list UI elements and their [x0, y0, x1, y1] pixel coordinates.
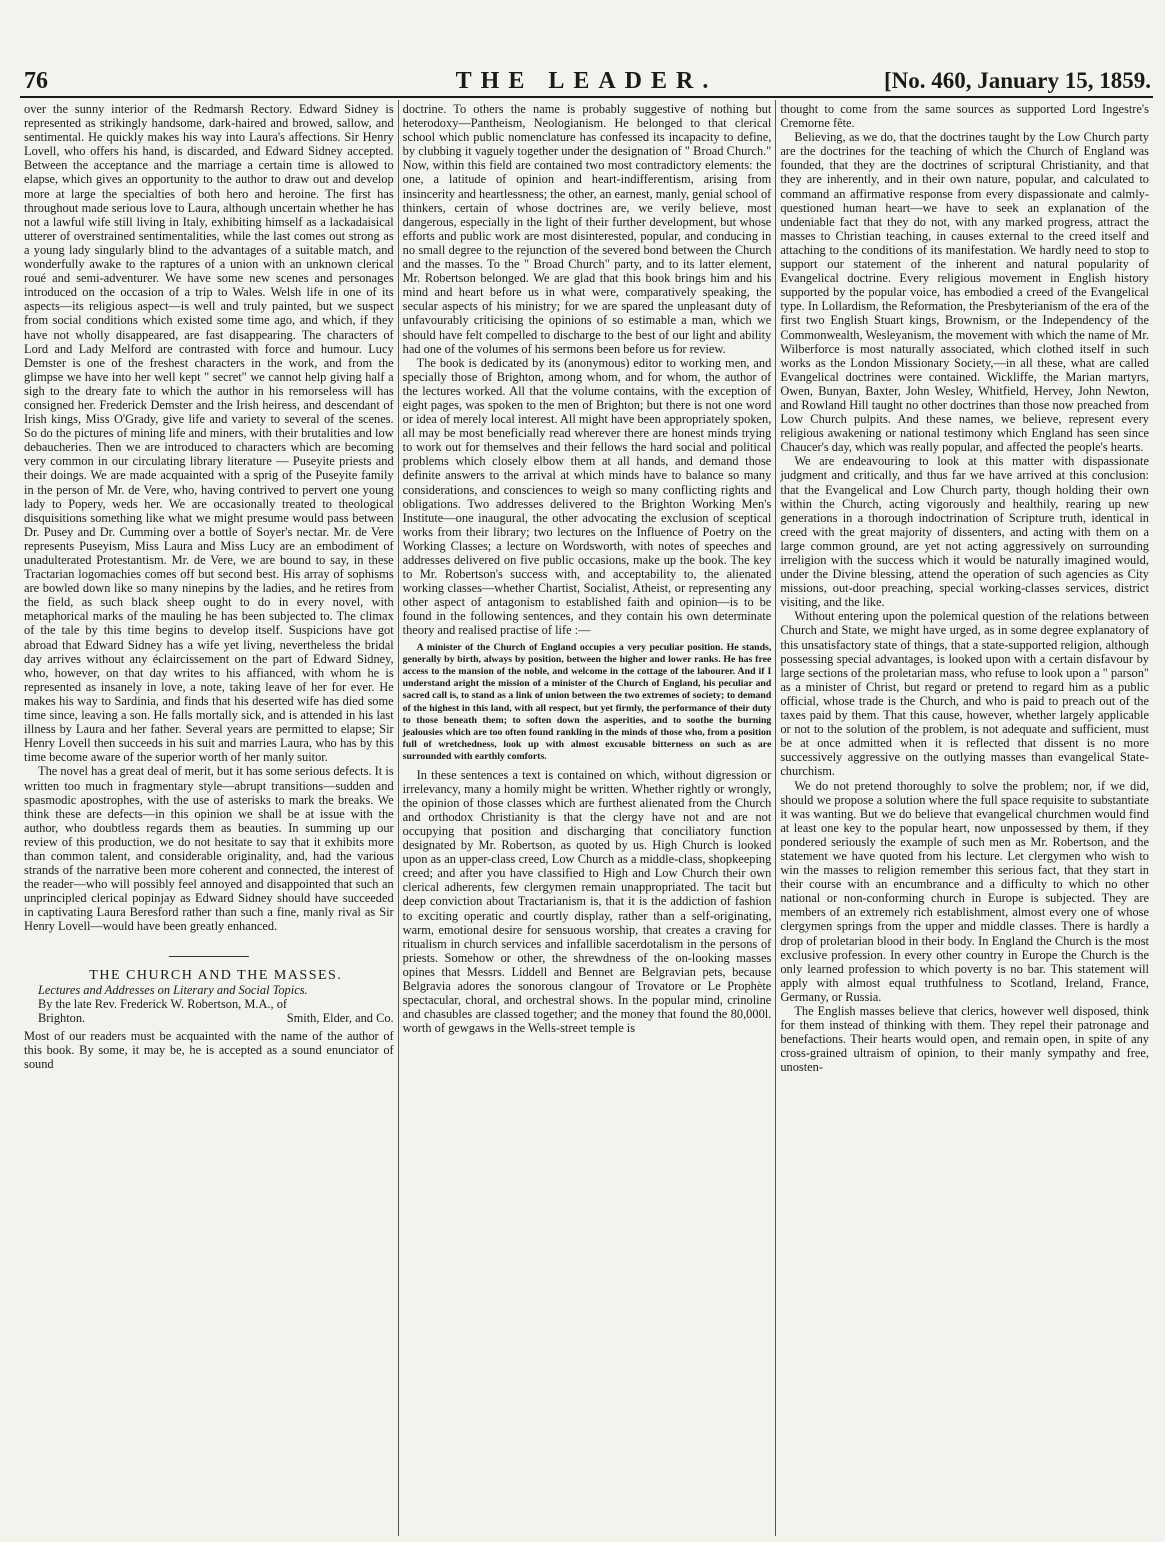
- article-columns: [20, 100, 1153, 1536]
- article-paragraph-4: In these sentences a text is contained on which, without digression or irrelevancy, many a homily might be written. Whether rightly or wrongly, the opinion of those classes which are furthest alienated from the Church and orthodox Christianity is that the clergy have not and are not occupying that position and discharging that conciliatory function designated by Mr. Robertson, as quoted by us. High Church is looked upon as an upper-class creed, Low Church as a middle-class, shopkeeping creed; and after you have classified to High and Low Church their own clerical adherents, few clergymen remain unappropriated. The tacit but deep conviction about Tractarianism is, that it is the addiction of fashion to exciting operatic and courtly display, rather than a self-originating, warm, emotional desire for sensuous worship, that creates a craving for ritualism in church services and infallible sacerdotalism in the persons of priests. Somehow or other, the shrewdness of the on-looking masses opines that Messrs. Liddell and Bennet are Belgravian pets, because Belgravia adores the sonorous clangour of Trovatore or Le Prophète spectacular, choral, and orchestral shows. In the popular mind, crinoline and chasubles are classed together; and the money that found the 80,000l. worth of gewgaws in the Wells-street temple is: [402, 767, 772, 1036]
- book-publisher: Smith, Elder, and Co.: [286, 1010, 394, 1025]
- column-3: [775, 100, 1153, 1536]
- issue-date: [No. 460, January 15, 1859.: [883, 68, 1151, 93]
- article-paragraph-6: Believing, as we do, that the doctrines taught by the Low Church party are the doctrines for the teaching of which the Church of England was founded, that they are the doctrines of scriptural Christianity, and that they are inherently, and in their own nature, popular, and calculated to command an affirmative response from every dispassionate and calmly-questioned human heart—we have to seek an explanation of the undeniable fact that they do not, with any marked progress, attract the masses to Christian teaching, in causes external to the creed itself and attaching to the conditions of its manifestation. We hardly need to stop to support our statement of the inherent and natural popularity of Evangelical doctrine. Every religious movement in English history supported by the popular voice, has embodied a creed of the Evangelical type. In Lollardism, the Reformation, the Presbyterianism of the era of the first two English Stuart kings, Brownism, or the Independency of the Commonwealth, Wesleyanism, the movement with which the name of Mr. Wilberforce is most naturally associated, which clothed itself in such works as the London Missionary Society,—in all these, what are called Evangelical doctrines were contained. Wickliffe, the Marian martyrs, Owen, Bunyan, Baxter, John Wesley, Whitfield, Hervey, John Newton, and Rowland Hill taught no other doctrines than those now preached from Low Church pulpits. And these names, we believe, represent every religious awakening or national testimony which England has seen since Chaucer's day, which was really popular, and affected the people's hearts.: [780, 130, 1149, 455]
- review-paragraph-1: over the sunny interior of the Redmarsh Rectory. Edward Sidney is represented as strikingly handsome, dark-haired and browed, sallow, and sentimental. He quickly makes his way into Laura's affections. Sir Henry Lovell, who offers his hand, is discarded, and Edward Sidney accepted. Between the acceptance and the marriage a certain time is allowed to elapse, which gives an opportunity to the author to draw out and develop more at large the specialties of both hero and heroine. The first has throughout made serious love to Laura, although uncertain whether he has not a lawful wife still living in Italy, exhibiting himself as a lackadaisical utterer of overstrained sentimentalities, while the last comes out strong as a young lady singularly blind to the advantages of a suitable match, and wonderfully awake to the raptures of a union with an unknown clerical roué and semi-adventurer. We have some new scenes and personages introduced on the occasion of a trip to Wales. Welsh life in one of its aspects—its religious aspect—is well and truly painted, but we suspect from social conditions which existed some time ago, and which, if they have not wholly disappeared, are fast disappearing. The characters of Lord and Lady Melford are contrasted with force and humour. Lucy Demster is one of the freshest characters in the work, and from the glimpse we have into her well kept " secret" we cannot help giving half a sigh to the dreary fate to which the author in his remorseless will has consigned her. Frederick Demster and the Irish heiress, and descendant of Irish kings, Miss O'Grady, give life and variety to several of the scenes. So do the pictures of mining life and miners, with their brutalities and low debaucheries. Then we are introduced to characters which are becoming very common in our circulating library literature — Puseyite priests and their doings. We are made acquainted with a sprig of the Puseyite family in the person of Mr. de Vere, who, having contrived to pervert one young lady to Popery, weds her. We are occasionally treated to theological disquisitions something like what we might presume would pass between Dr. Pusey and Dr. Cumming over a bottle of Soyer's nectar. Mr. de Vere represents Puseyism, Miss Laura and Miss Lucy are an embodiment of unadulterated Protestantism. Mr. de Vere, we are bound to say, in these Tractarian logomachies comes off but second best. His array of sophisms are bowled down like so many ninepins by the ladies, and he retires from the field, as such black sheep ought to do in every novel, with metaphorical marks of the mauling he has been subjected to. The climax of the tale by this time begins to develop itself. Suspicions have got abroad that Edward Sidney has a wife yet living, nevertheless the bridal day arrives without any éclaircissement on the part of Edward Sidney, who, however, on that day writes to his affianced, with whom he is represented as insanely in love, a note, taking leave of her for ever. He makes his way to Sardinia, and finds that his deserted wife has died some time since, leaving a son. He falls mortally sick, and is attended in his last illness by Laura and her father. Several years are permitted to elapse; Sir Henry Lovell then succeeds in his suit and marries Laura, who has by this time become aware of the superior worth of her manly suitor.: [24, 102, 394, 765]
- section-divider: [169, 956, 249, 957]
- article-paragraph-5: thought to come from the same sources as supported Lord Ingestre's Cremorne fête.: [780, 102, 1149, 131]
- page-number: 76: [24, 68, 48, 94]
- article-paragraph-9: We do not pretend thoroughly to solve the problem; nor, if we did, should we propose a solution where the full space requisite to substantiate it was wanting. But we do believe that evangelical churchmen would find at least one key to the popular heart, now unpossessed by them, if they pondered seriously the example of such men as Mr. Robertson, and the statement we have quoted from his lecture. Let clergymen who wish to win the masses to religion remember this serious fact, that they start in their course with an encumbrance and a difficulty to which no other national or non-conforming church in Europe is subjected. They are members of an extremely rich establishment, almost every one of whose clergymen springs from the upper and middle classes. There is hardly a drop of proletarian blood in their body. In England the Church is the most exclusive profession. In every other country in Europe the Church is the only learned profession to which poverty is no bar. This statement will apply with almost equal truthfulness to Scotland, Ireland, France, Germany, or Russia.: [780, 778, 1149, 1004]
- review-paragraph-2: The novel has a great deal of merit, but it has some serious defects. It is written too much in fragmentary style—abrupt transitions—sudden and spasmodic apostrophes, with the use of asterisks to mark the breaks. We think these are defects—in this opinion we shall be at issue with the author, who doubtless regards them as beauties. In summing up our review of this production, we do not hesitate to say that it exhibits more than common talent, and considerable originality, and, had the various strands of the narrative been more coherent and connected, the interest of the reader—who will possibly feel annoyed and disappointed that such an unprincipled clerical popinjay as Edward Sidney should have succeeded in captivating Laura Beresford rather than such a fine, manly rival as Sir Henry Lovell—would have been greatly enhanced.: [24, 764, 394, 934]
- article-paragraph-10: The English masses believe that clerics, however well disposed, think for them instead of thinking with them. They repel their patronage and benefactions. Their hearts would open, and remain open, in spite of any cross-grained ultraism of opinion, to their manly sympathy and free, unosten-: [780, 1004, 1149, 1075]
- book-title: Lectures and Addresses on Literary and Social Topics.: [38, 982, 308, 997]
- column-1: [20, 100, 398, 1536]
- article-paragraph-3: The book is dedicated by its (anonymous) editor to working men, and specially those of Brighton, among whom, and for whom, the author of the lectures worked. All that the volume contains, with the exception of eight pages, was spoken to the men of Brighton; but there is not one word or idea of merely local interest. All might have been appropriately spoken, all may be most beneficially read wherever there are honest minds trying to work out for themselves and their fellows the hard social and political problems which closely elbow them at all hands, and demand those definite answers to the arrival at which minds have to balance so many considerations, and consciences to weigh so many conflicting rights and obligations. Two addresses delivered to the Brighton Working Men's Institute—one inaugural, the other advocating the exclusion of sceptical works from their library; two lectures on the Influence of Poetry on the Working Classes; a lecture on Wordsworth, with notes of speeches and addresses delivered on five public occasions, make up the book. The key to Mr. Robertson's success with, and acceptability to, the alienated working classes—whether Chartist, Socialist, Atheist, or representing any other aspect of antagonism to established faith and opinion—is to be found in the following sentences, and they contain his own determinate theory and realised practise of life :—: [402, 355, 772, 638]
- book-publication: [38, 1011, 394, 1025]
- section-title: THE CHURCH AND THE MASSES.: [89, 967, 343, 983]
- newspaper-title: THE LEADER.: [455, 68, 718, 94]
- column-2: [398, 100, 776, 1536]
- book-author: By the late Rev. Frederick W. Robertson, M.A., of: [38, 996, 288, 1011]
- article-paragraph-2: doctrine. To others the name is probably suggestive of nothing but heterodoxy—Pantheism, Neologianism. He belonged to that clerical school which public nomenclature has confessed its incapacity to define, by clubbing it vaguely together under the designation of " Broad Church." Now, within this field are contained two most contradictory elements: the one, a latitude of opinion and heart-indifferentism, arising from insincerity and heartlessness; the other, an earnest, manly, genial school of thinkers, certain of whose doctrines are, we verily believe, most dangerous, especially in the light of their further development, but whose efforts and public work are most disinterested, popular, and conducing in no small degree to the rejunction of the severed bond between the Church and the masses. To the " Broad Church" party, and to its latter element, Mr. Robertson belonged. We are glad that this book brings him and his mind and heart before us in what were, comparatively speaking, the secular aspects of his ministry; for we are spared the unpleasant duty of unfavourably criticising the opinions of so estimable a man, which we should have felt compelled to discharge to the best of our light and ability had one of the volumes of his sermons been before us for review.: [402, 102, 772, 356]
- article-paragraph-1: Most of our readers must be acquainted with the name of the author of this book. By some, it may be, he is accepted as a sound enunciator of sound: [24, 1028, 394, 1072]
- robertson-quote: A minister of the Church of England occupies a very peculiar position. He stands, generally by birth, always by position, between the higher and lower ranks. He has free access to the mansion of the noble, and welcome in the cottage of the labourer. And if I understand aright the mission of a minister of the Church of England, his peculiar and sacred call is, to stand as a link of union between the two extremes of society; to demand of the highest in this land, with all respect, but yet firmly, the performance of their duty to those beneath them; to soften down the asperities, and to soothe the burning jealousies which are too often found rankling in the minds of those who, from a position full of wretchedness, look up with almost excusable bitterness on such as are surrounded with earthly comforts.: [402, 641, 772, 763]
- book-place: Brighton.: [38, 1010, 86, 1025]
- article-paragraph-8: Without entering upon the polemical question of the relations between Church and State, we might have urged, as in some degree explanatory of this unsatisfactory state of things, that a state-supported religion, although possessing special advantages, is looked upon with a certain disfavour by large sections of the proletarian mass, who refuse to look upon a " parson" as a minister of Christ, but regard or pretend to regard him as a public official, whose trade is the Church, and who is paid to preach out of the taxes paid by them. That this cause, however, whether largely applicable or not to the solution of the problem, is not adequate and sufficient, must be at once admitted when it is reflected that dissent is no more successively aggressive on the outlying masses than evangelical State-churchism.: [780, 609, 1149, 779]
- masthead: [20, 68, 1153, 98]
- article-paragraph-7: We are endeavouring to look at this matter with dispassionate judgment and critically, and thus far we have arrived at this conclusion: that the Evangelical and Low Church party, though holding their own within the Church, acting vigorously and healthily, rearing up new generations in a thorough indoctrination of Scripture truth, identical in creed with the great majority of dissenters, and acting with them on a large common ground, are yet not acting aggressively on surrounding irreligion with the success which it would be naturally imagined would, under the Divine blessing, attend the operation of such agencies as City missions, out-door preaching, special working-classes services, district visiting, and the like.: [780, 454, 1149, 610]
